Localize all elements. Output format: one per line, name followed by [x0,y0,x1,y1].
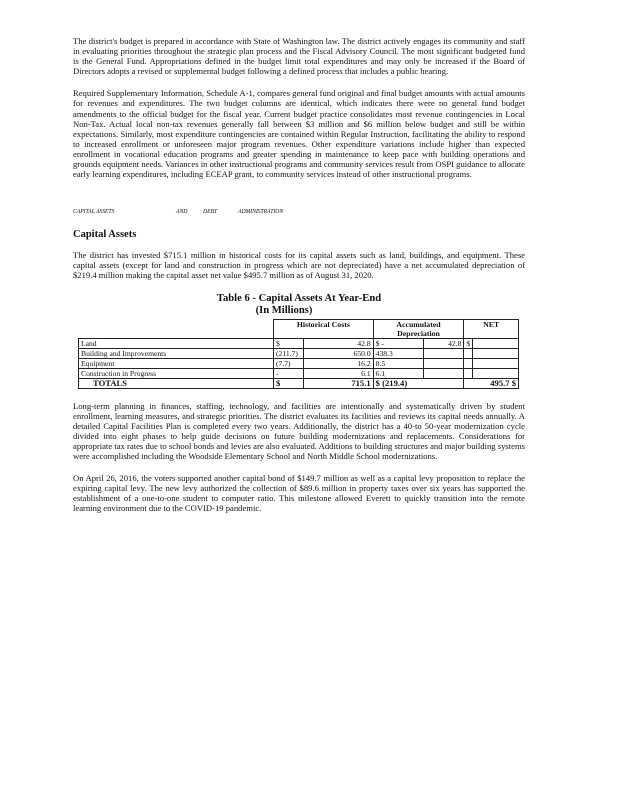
planning-paragraph: Long-term planning in finances, staffing, technology, and facilities are intentionally and systematically driven by student enrollment, learning measures, and strategic priorities. The district evaluates its facilities and reviews its capital needs annually. A detailed Capital Facilities Plan is completed every two years. Additionally, the district has a 40-to 50-year modernization cycle divided into eight phases to help guide decisions on future building modernizations and replacements. Considerations for appropriate tax rates due to school bonds and levies are also evaluated. Additions to building structures and major building systems were accomplished including the Woodside Elementary School and North Middle School modernizations. [73,400,525,461]
cell: $ (219.4) [373,378,464,388]
section-label-part: ADMINISTRATION [238,209,284,216]
cell: 16.2 [303,358,373,368]
cell [423,358,464,368]
cell: (211.7) [274,348,304,358]
cell: 42.8 [423,338,464,348]
capital-assets-paragraph: The district has invested $715.1 million in historical costs for its capital assets such as land, buildings, and equipment. These capital assets (except for land and construction in progress which are not depreciated) have a net accumulated depreciation of $219.4 million making the capital asset net value $495.7 million as of August 31, 2020. [73,250,525,281]
row-label: Equipment [79,358,274,368]
cell [473,368,519,378]
section-label-part: DEBT [203,209,218,216]
cell [473,348,519,358]
cell: 6.1 [373,368,423,378]
section-label [73,209,525,215]
cell: 42.8 [303,338,373,348]
table-row [79,368,519,378]
cell: $ [274,338,304,348]
cell [473,358,519,368]
cell: (7.7) [274,358,304,368]
cell [423,348,464,358]
cell: 495.7 $ [464,378,519,388]
table-row [79,358,519,368]
totals-label: TOTALS [79,378,274,388]
cell: - [274,368,304,378]
cell: $ - [373,338,423,348]
cell: $ [274,378,304,388]
table-title [73,293,525,317]
row-label: Land [79,338,274,348]
section-label-part: AND [176,209,188,216]
table-row [79,338,519,348]
capital-assets-heading: Capital Assets [73,229,137,241]
table-subtitle: (In Millions) [255,304,313,316]
cell [464,358,473,368]
net-header: NET [464,319,519,338]
table-row [79,348,519,358]
cell [473,338,519,348]
cell: 650.0 [303,348,373,358]
cell: 8.5 [373,358,423,368]
totals-row [79,378,519,388]
table-title-main: Table 6 - Capital Assets At Year-End [216,292,382,304]
historical-costs-header: Historical Costs [274,319,374,338]
row-label: Construction in Progress [79,368,274,378]
row-label: Building and Improvements [79,348,274,358]
cell: 6.1 [303,368,373,378]
cell [464,368,473,378]
budget-intro-paragraph: The district's budget is prepared in accordance with State of Washington law. The district actively engages its community and staff in evaluating priorities throughout the strategic plan process and the Fiscal Advisory Council. The most significant budgeted fund is the General Fund. Appropriations defined in the budget limit total expenditures and may only be increased if the Board of Directors adopts a revised or supplemental budget following a defined process that includes a public hearing. [73,36,525,77]
table-header-row [79,319,519,338]
cell: $ [464,338,473,348]
accumulated-depreciation-header: Accumulated Depreciation [373,319,464,338]
supplementary-info-paragraph: Required Supplementary Information, Schedule A-1, compares general fund original and final budget amounts with actual amounts for revenues and expenditures. The two budget columns are identical, which indicates there were no general fund budget amendments to the official budget for the fiscal year. Current budget practice consolidates most revenue contingencies in Local Non-Tax. Actual local non-tax revenues generally fall between $3 million and $6 million below budget and still be within expectations. Similarly, most expenditure contingencies are contained within Regular Instruction, facilitating the ability to respond to increased enrollment or unforeseen major program revenues. Other expenditure variations include higher than expected enrollment in vocational education programs and greater spending in maintenance to keep pace with building operations and grounds equipment needs. Variances in other instructional programs and community services result from OSPI guidance to allocate early learning expenditures, including ECEAP grant, to community services instead of other instructional programs. [73,88,525,180]
capital-bond-paragraph: On April 26, 2016, the voters supported another capital bond of $149.7 million as well as a capital levy proposition to replace the expiring capital levy. The new levy authorized the collection of $89.6 million in property taxes over six years has supported the establishment of a one-to-one student to computer ratio. This milestone allowed Everett to quickly transition into the remote learning environment due to the COVID-19 pandemic. [73,473,525,514]
cell [464,348,473,358]
cell: 438.3 [373,348,423,358]
document-page [73,36,525,513]
cell: 715.1 [303,378,373,388]
cell [423,368,464,378]
section-label-part: CAPITAL ASSETS [73,209,115,216]
capital-assets-table [78,319,519,389]
